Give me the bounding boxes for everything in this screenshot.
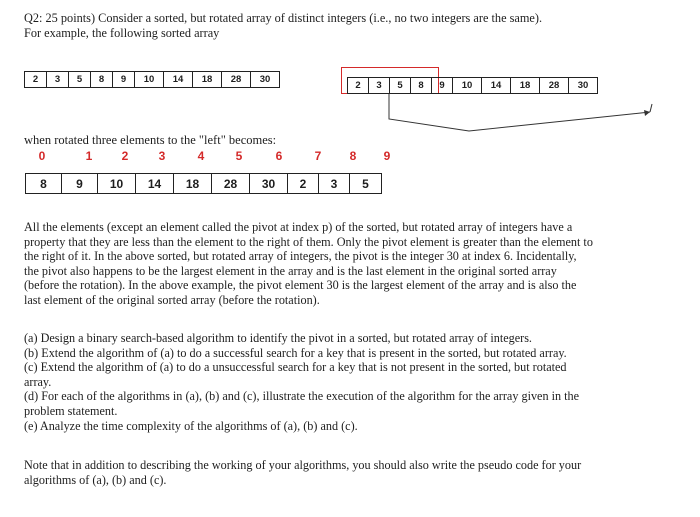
illustration-cell: 3 [369,78,390,94]
sorted-cell: 8 [91,72,113,88]
task-item-c-cont: array. [24,374,52,389]
index-label: 5 [235,149,243,163]
index-label: 7 [314,149,322,163]
task-item-b: (b) Extend the algorithm of (a) to do a successful search for a key that is present in the sorted, but rotated array. [24,345,567,360]
rotated-cell: 5 [350,174,382,194]
sorted-cell: 10 [135,72,164,88]
sorted-cell: 9 [113,72,135,88]
sorted-cell: 2 [25,72,47,88]
rotated-cell: 2 [288,174,319,194]
paragraph-line: (before the rotation). In the above example, the pivot element 30 is the largest element of the array and is also the [24,278,577,293]
sorted-cell: 18 [193,72,222,88]
sorted-cell: 5 [69,72,91,88]
illustration-cell: 10 [453,78,482,94]
illustration-cell: 5 [390,78,411,94]
rotated-cell: 30 [250,174,288,194]
paragraph-line: last element of the original sorted array (before the rotation). [24,292,320,307]
task-item-e: (e) Analyze the time complexity of the algorithms of (a), (b) and (c). [24,418,358,433]
rotated-cell: 9 [62,174,98,194]
illustration-cell: 18 [511,78,540,94]
illustration-cell: 9 [432,78,453,94]
rotated-cell: 18 [174,174,212,194]
sorted-cell: 28 [222,72,251,88]
index-label: 1 [85,149,93,163]
task-list [24,331,679,433]
illustration-cell: 30 [569,78,598,94]
sorted-cell: 3 [47,72,69,88]
index-label: 2 [121,149,129,163]
illustration-cell: 8 [411,78,432,94]
illustration-cell: 14 [482,78,511,94]
pivot-explanation [24,220,679,308]
index-label: 4 [197,149,205,163]
paragraph-line: the right of it. In the above sorted, but rotated array of integers, the pivot is the integer 30 at index 6. Incidentally, [24,249,577,264]
question-intro: For example, the following sorted array [24,26,220,40]
task-item-c: (c) Extend the algorithm of (a) to do a unsuccessful search for a key that is not present in the sorted, but rotated [24,360,567,375]
paragraph-line: the pivot also happens to be the largest element in the array and is the last element in the original sorted array [24,263,557,278]
note-line: algorithms of (a), (b) and (c). [24,472,167,487]
illustration-cell: 28 [540,78,569,94]
note-line: Note that in addition to describing the working of your algorithms, you should also write the pseudo code for your [24,458,582,472]
index-label: 3 [158,149,166,163]
rotated-cell: 3 [319,174,350,194]
rotated-cell: 8 [26,174,62,194]
index-label: 6 [275,149,283,163]
illustration-cell: 2 [348,78,369,94]
task-item-d-cont: problem statement. [24,403,118,418]
question-title: Q2: 25 points) Consider a sorted, but rotated array of distinct integers (i.e., no two integers are the same). [24,11,543,25]
task-item-a: (a) Design a binary search-based algorithm to identify the pivot in a sorted, but rotated array of integers. [24,331,532,345]
rotated-cell: 10 [98,174,136,194]
index-label: 8 [349,149,357,163]
task-item-d: (d) For each of the algorithms in (a), (b) and (c), illustrate the execution of the algorithm for the array given in the [24,389,580,404]
sorted-cell: 14 [164,72,193,88]
index-label: 0 [38,149,46,163]
rotation-caption: when rotated three elements to the "left" becomes: [24,133,277,147]
sorted-cell: 30 [251,72,280,88]
note [24,458,679,487]
paragraph-line: All the elements (except an element called the pivot at index p) of the sorted, but rotated array of integers have a [24,220,573,234]
rotated-array [25,173,382,194]
rotated-cell: 14 [136,174,174,194]
index-label: 9 [383,149,391,163]
rotated-cell: 28 [212,174,250,194]
paragraph-line: property that they are less than the element to the right of them. Only the pivot element is greater than the element to [24,234,593,249]
